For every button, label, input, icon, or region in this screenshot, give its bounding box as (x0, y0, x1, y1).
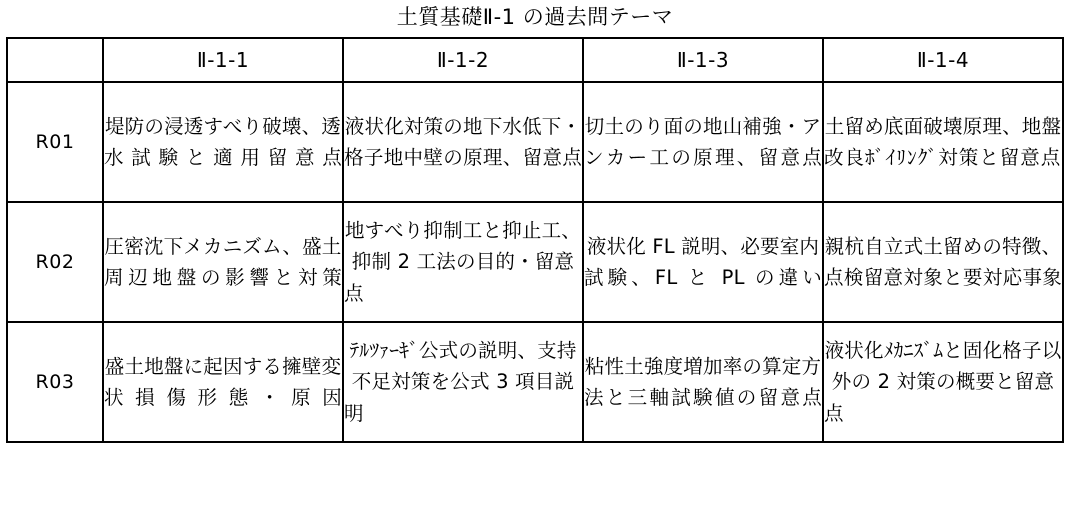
cell-r01-q4 (823, 82, 1063, 202)
cell-text: 土留め底面破壊原理、地盤改良ﾎﾞｲﾘﾝｸﾞ対策と留意点 (824, 114, 1062, 170)
table-row (7, 202, 1063, 322)
cell-r01-q3 (583, 82, 823, 202)
column-header-2: Ⅱ-1-2 (343, 38, 583, 82)
cell-r01-q1 (103, 82, 343, 202)
cell-text: 液状化対策の地下水低下・格子地中壁の原理、留意点 (344, 114, 582, 170)
cell-text: 切土のり面の地山補強・アンカー工の原理、留意点 (584, 114, 822, 170)
cell-text: 粘性土強度増加率の算定方法と三軸試験値の留意点 (584, 354, 822, 410)
row-year-label: R01 (7, 82, 103, 202)
cell-r02-q1 (103, 202, 343, 322)
cell-text: 親杭自立式土留めの特徴、点検留意対象と要対応事象 (824, 234, 1062, 290)
cell-text: 地すべり抑制工と抑止工、抑制 2 工法の目的・留意点 (344, 218, 581, 305)
cell-r02-q4 (823, 202, 1063, 322)
cell-r02-q2 (343, 202, 583, 322)
table-row (7, 82, 1063, 202)
table-header-row (7, 38, 1063, 82)
cell-text: 盛土地盤に起因する擁壁変状損傷形態・原因 (104, 354, 342, 410)
cell-r03-q3 (583, 322, 823, 442)
cell-text: ﾃﾙﾂｧｰｷﾞ公式の説明、支持不足対策を公式 3 項目説明 (344, 338, 577, 425)
cell-r01-q2 (343, 82, 583, 202)
cell-text: 液状化 FL 説明、必要室内試験、FL と PL の違い (584, 234, 822, 290)
cell-r03-q2 (343, 322, 583, 442)
table-corner-cell (7, 38, 103, 82)
cell-text: 液状化ﾒｶﾆｽﾞﾑと固化格子以外の 2 対策の概要と留意点 (824, 338, 1062, 425)
cell-text: 圧密沈下メカニズム、盛土周辺地盤の影響と対策 (104, 234, 342, 290)
cell-r02-q3 (583, 202, 823, 322)
row-year-label: R02 (7, 202, 103, 322)
cell-r03-q4 (823, 322, 1063, 442)
past-exam-theme-table (6, 37, 1064, 443)
column-header-1: Ⅱ-1-1 (103, 38, 343, 82)
column-header-3: Ⅱ-1-3 (583, 38, 823, 82)
row-year-label: R03 (7, 322, 103, 442)
cell-text: 堤防の浸透すべり破壊、透水試験と適用留意点 (104, 114, 342, 170)
cell-r03-q1 (103, 322, 343, 442)
column-header-4: Ⅱ-1-4 (823, 38, 1063, 82)
page-title: 土質基礎Ⅱ-1 の過去問テーマ (396, 5, 674, 29)
table-row (7, 322, 1063, 442)
